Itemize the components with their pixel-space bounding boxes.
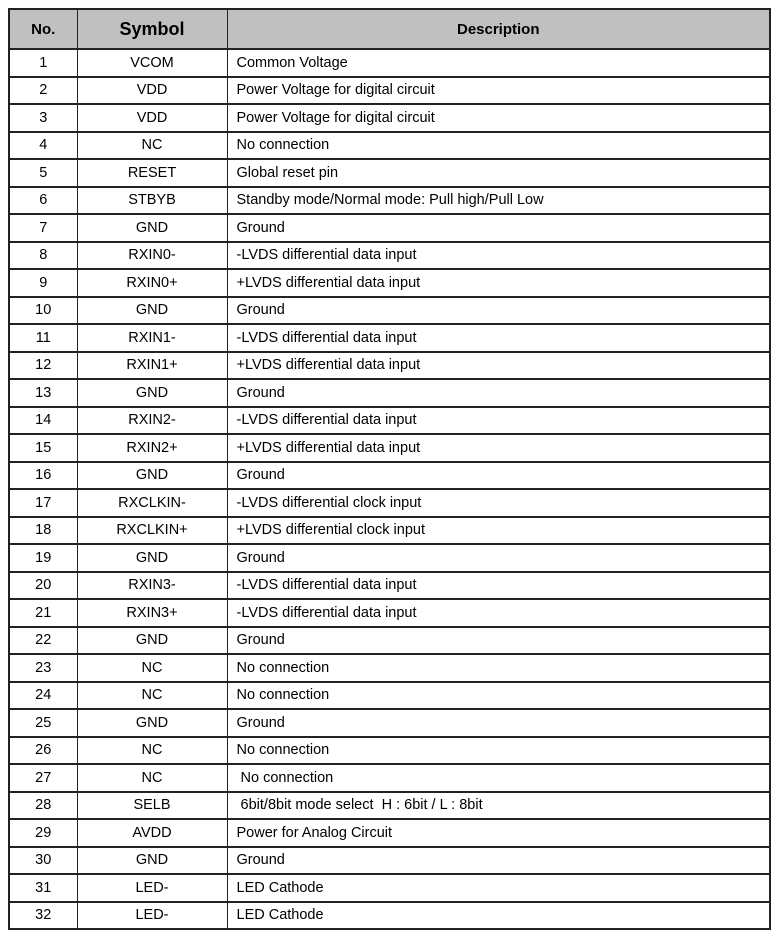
pin-description-cell: No connection	[227, 682, 770, 710]
pin-symbol-cell: NC	[77, 764, 227, 792]
pin-number-cell: 4	[9, 132, 77, 160]
table-row	[9, 159, 770, 187]
table-row	[9, 847, 770, 875]
pin-description-cell: Ground	[227, 627, 770, 655]
table-row	[9, 572, 770, 600]
pin-description-cell: -LVDS differential data input	[227, 572, 770, 600]
table-row	[9, 132, 770, 160]
pin-number-cell: 3	[9, 104, 77, 132]
pin-number-cell: 29	[9, 819, 77, 847]
pin-symbol-cell: NC	[77, 682, 227, 710]
pin-number-cell: 23	[9, 654, 77, 682]
pin-description-cell: -LVDS differential data input	[227, 324, 770, 352]
pin-symbol-cell: VCOM	[77, 49, 227, 77]
table-row	[9, 77, 770, 105]
pin-description-cell: +LVDS differential clock input	[227, 517, 770, 545]
pin-symbol-cell: RXIN2+	[77, 434, 227, 462]
table-row	[9, 764, 770, 792]
pin-number-cell: 21	[9, 599, 77, 627]
column-header-description: Description	[227, 9, 770, 49]
pin-description-cell: Power for Analog Circuit	[227, 819, 770, 847]
table-row	[9, 104, 770, 132]
pin-number-cell: 5	[9, 159, 77, 187]
pin-description-cell: Ground	[227, 297, 770, 325]
pin-symbol-cell: GND	[77, 627, 227, 655]
pin-description-cell: Standby mode/Normal mode: Pull high/Pull Low	[227, 187, 770, 215]
pin-number-cell: 26	[9, 737, 77, 765]
table-row	[9, 654, 770, 682]
pin-number-cell: 27	[9, 764, 77, 792]
pin-description-table	[8, 8, 771, 930]
table-row	[9, 187, 770, 215]
pin-description-cell: No connection	[227, 737, 770, 765]
pin-symbol-cell: LED-	[77, 902, 227, 930]
pin-symbol-cell: GND	[77, 214, 227, 242]
table-row	[9, 874, 770, 902]
pin-description-cell: Ground	[227, 847, 770, 875]
pin-number-cell: 2	[9, 77, 77, 105]
pin-description-cell: -LVDS differential data input	[227, 242, 770, 270]
pin-symbol-cell: GND	[77, 379, 227, 407]
table-row	[9, 269, 770, 297]
pin-number-cell: 18	[9, 517, 77, 545]
pin-symbol-cell: RXIN0+	[77, 269, 227, 297]
table-row	[9, 214, 770, 242]
table-row	[9, 434, 770, 462]
pin-symbol-cell: GND	[77, 544, 227, 572]
pin-description-cell: Common Voltage	[227, 49, 770, 77]
pin-symbol-cell: NC	[77, 737, 227, 765]
table-row	[9, 517, 770, 545]
pin-symbol-cell: RXIN2-	[77, 407, 227, 435]
pin-description-cell: -LVDS differential data input	[227, 407, 770, 435]
pin-symbol-cell: NC	[77, 132, 227, 160]
pin-number-cell: 14	[9, 407, 77, 435]
pin-symbol-cell: GND	[77, 297, 227, 325]
pin-number-cell: 15	[9, 434, 77, 462]
table-row	[9, 242, 770, 270]
pin-number-cell: 22	[9, 627, 77, 655]
pin-description-cell: +LVDS differential data input	[227, 352, 770, 380]
pin-symbol-cell: NC	[77, 654, 227, 682]
pin-symbol-cell: SELB	[77, 792, 227, 820]
pin-number-cell: 20	[9, 572, 77, 600]
pin-symbol-cell: RXCLKIN-	[77, 489, 227, 517]
pin-description-cell: No connection	[227, 654, 770, 682]
table-row	[9, 352, 770, 380]
pin-description-cell: Power Voltage for digital circuit	[227, 104, 770, 132]
pin-number-cell: 1	[9, 49, 77, 77]
pin-number-cell: 7	[9, 214, 77, 242]
pin-number-cell: 31	[9, 874, 77, 902]
pin-symbol-cell: RESET	[77, 159, 227, 187]
pin-number-cell: 28	[9, 792, 77, 820]
table-row	[9, 544, 770, 572]
pin-number-cell: 17	[9, 489, 77, 517]
table-row	[9, 489, 770, 517]
pin-number-cell: 8	[9, 242, 77, 270]
pin-number-cell: 10	[9, 297, 77, 325]
pin-symbol-cell: RXIN1+	[77, 352, 227, 380]
pin-symbol-cell: RXCLKIN+	[77, 517, 227, 545]
table-row	[9, 379, 770, 407]
pin-description-cell: Ground	[227, 379, 770, 407]
pin-description-cell: -LVDS differential data input	[227, 599, 770, 627]
pin-symbol-cell: GND	[77, 847, 227, 875]
pin-symbol-cell: AVDD	[77, 819, 227, 847]
pin-table-body	[9, 49, 770, 929]
pin-number-cell: 12	[9, 352, 77, 380]
table-row	[9, 737, 770, 765]
pin-symbol-cell: GND	[77, 709, 227, 737]
table-row	[9, 324, 770, 352]
table-row	[9, 709, 770, 737]
pin-symbol-cell: LED-	[77, 874, 227, 902]
pin-description-cell: Power Voltage for digital circuit	[227, 77, 770, 105]
pin-symbol-cell: VDD	[77, 104, 227, 132]
pin-symbol-cell: STBYB	[77, 187, 227, 215]
pin-description-cell: +LVDS differential data input	[227, 434, 770, 462]
pin-symbol-cell: RXIN3-	[77, 572, 227, 600]
pin-symbol-cell: RXIN1-	[77, 324, 227, 352]
pin-number-cell: 6	[9, 187, 77, 215]
pin-description-cell: Ground	[227, 214, 770, 242]
table-row	[9, 819, 770, 847]
column-header-symbol: Symbol	[77, 9, 227, 49]
pin-description-cell: Ground	[227, 544, 770, 572]
table-row	[9, 297, 770, 325]
pin-description-cell: 6bit/8bit mode select H : 6bit / L : 8bit	[227, 792, 770, 820]
pin-description-cell: LED Cathode	[227, 874, 770, 902]
pin-number-cell: 11	[9, 324, 77, 352]
pin-description-cell: No connection	[227, 764, 770, 792]
pin-description-cell: Ground	[227, 709, 770, 737]
pin-number-cell: 30	[9, 847, 77, 875]
table-row	[9, 627, 770, 655]
table-row	[9, 462, 770, 490]
table-row	[9, 407, 770, 435]
pin-number-cell: 13	[9, 379, 77, 407]
table-row	[9, 49, 770, 77]
pin-number-cell: 25	[9, 709, 77, 737]
pin-number-cell: 24	[9, 682, 77, 710]
pin-number-cell: 19	[9, 544, 77, 572]
pin-description-cell: -LVDS differential clock input	[227, 489, 770, 517]
pin-number-cell: 16	[9, 462, 77, 490]
pin-description-cell: +LVDS differential data input	[227, 269, 770, 297]
table-row	[9, 792, 770, 820]
table-row	[9, 599, 770, 627]
table-row	[9, 682, 770, 710]
pin-description-cell: LED Cathode	[227, 902, 770, 930]
pin-description-cell: Global reset pin	[227, 159, 770, 187]
pin-symbol-cell: VDD	[77, 77, 227, 105]
table-row	[9, 902, 770, 930]
pin-symbol-cell: RXIN0-	[77, 242, 227, 270]
column-header-no: No.	[9, 9, 77, 49]
table-header-row	[9, 9, 770, 49]
pin-symbol-cell: RXIN3+	[77, 599, 227, 627]
pin-symbol-cell: GND	[77, 462, 227, 490]
pin-description-cell: No connection	[227, 132, 770, 160]
pin-description-cell: Ground	[227, 462, 770, 490]
pin-number-cell: 32	[9, 902, 77, 930]
pin-number-cell: 9	[9, 269, 77, 297]
